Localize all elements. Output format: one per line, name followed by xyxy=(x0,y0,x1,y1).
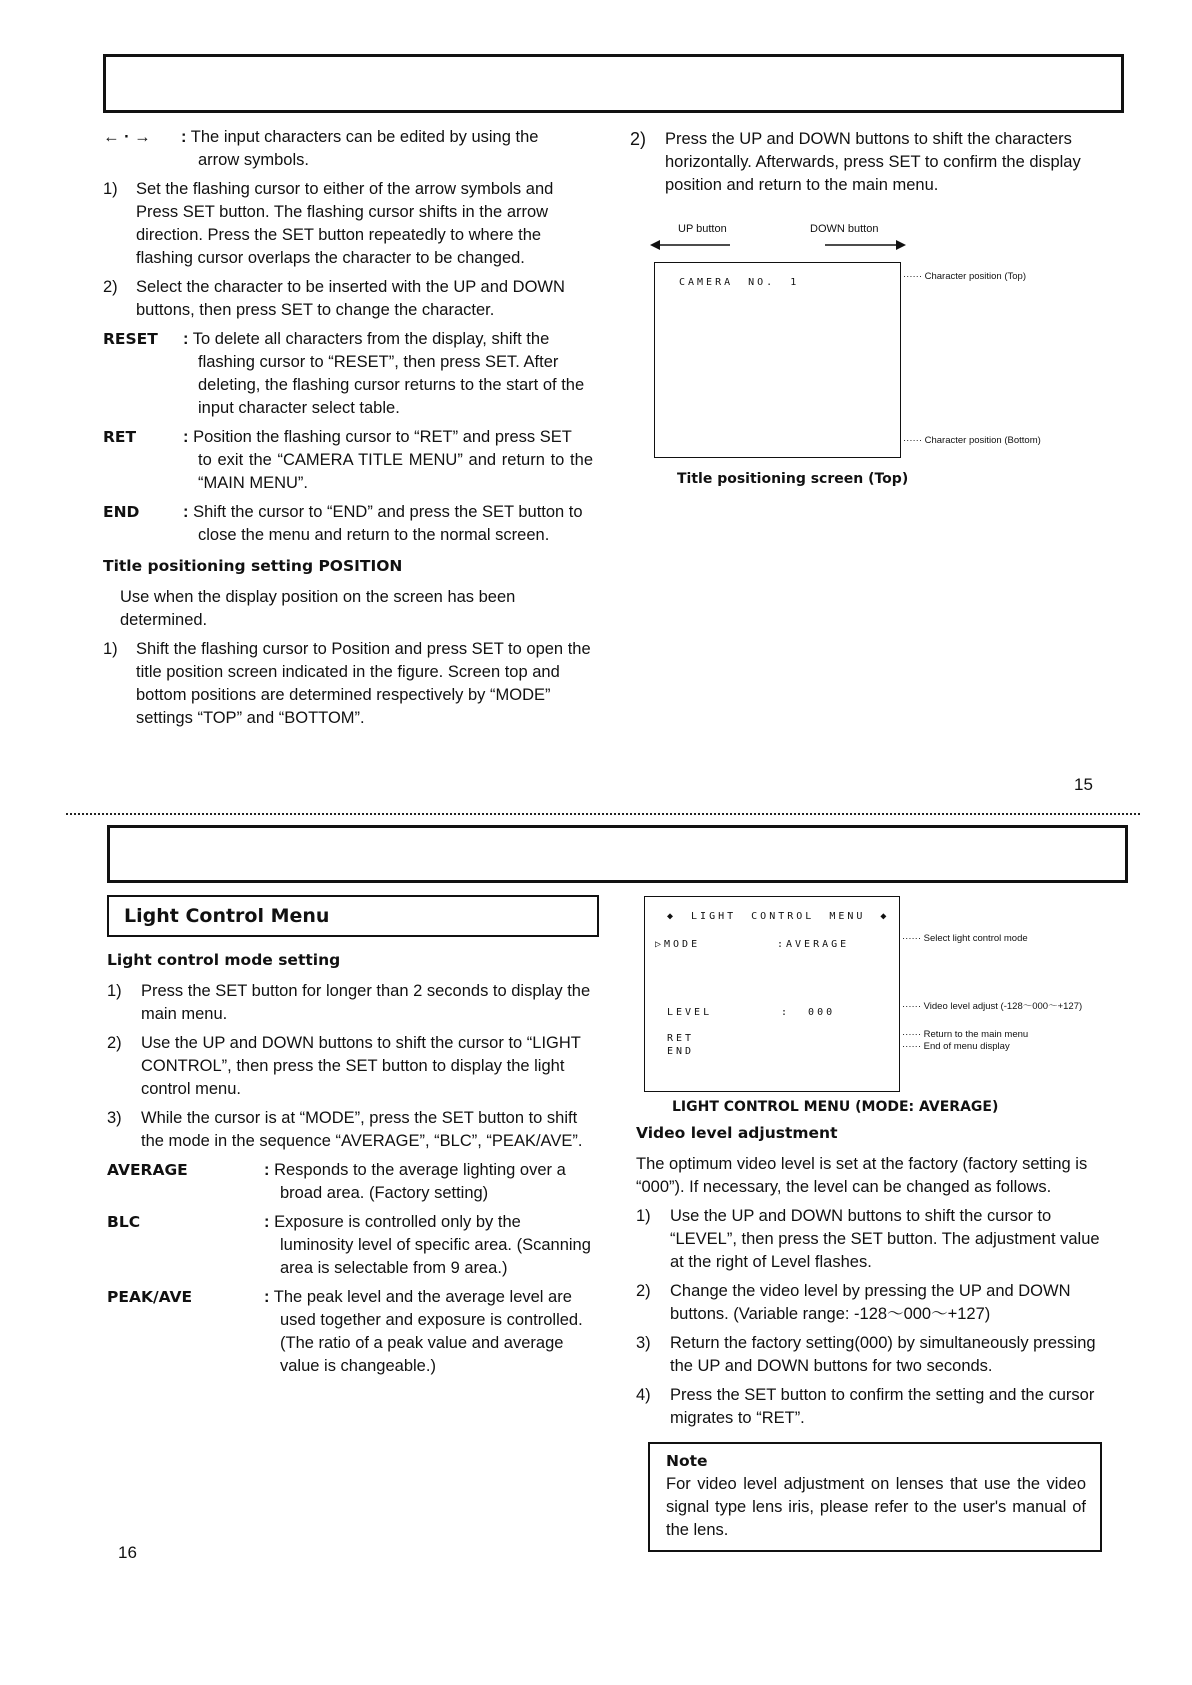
leader-dots: ······ xyxy=(902,1029,921,1040)
section-title: Light Control Menu xyxy=(124,905,330,927)
figure-caption-title-positioning: Title positioning screen (Top) xyxy=(677,471,909,487)
step-text: Press the UP and DOWN buttons to shift the characters horizontally. Afterwards, press SET to confirm the display position and return to the main menu. xyxy=(665,130,1081,194)
video-step-4 xyxy=(636,1384,1114,1430)
menu-row-ret: RET xyxy=(667,1033,695,1044)
mode-colon: : xyxy=(264,1161,270,1179)
mode-average xyxy=(107,1159,599,1205)
page16-right-column xyxy=(636,1122,1114,1436)
step-text: While the cursor is at “MODE”, press the SET button to shift the mode in the sequence “AVERAGE”, “BLC”, “PEAK/AVE”. xyxy=(141,1109,583,1150)
term-colon: : xyxy=(183,428,189,446)
page-divider xyxy=(66,813,1140,815)
step-number: 3) xyxy=(636,1334,651,1352)
step-text: Return the factory setting(000) by simultaneously pressing the UP and DOWN buttons for two seconds. xyxy=(670,1334,1096,1375)
leader-dots: ······ xyxy=(902,933,921,944)
step-number: 2) xyxy=(107,1034,122,1052)
right-arrowhead-icon xyxy=(896,240,906,250)
menu-level-value: : 000 xyxy=(781,1007,836,1018)
video-level-heading: Video level adjustment xyxy=(636,1124,838,1142)
page15-left-column xyxy=(103,126,593,736)
top-position-note xyxy=(903,271,1026,283)
video-step-2 xyxy=(636,1280,1114,1326)
leader-dots: ······ xyxy=(903,435,922,446)
menu-row-end: END xyxy=(667,1046,695,1057)
arrow-step-1 xyxy=(103,178,593,270)
position-intro: Use when the display position on the screen has been determined. xyxy=(120,588,516,629)
mode-first-line: The peak level and the average level are xyxy=(273,1288,572,1306)
arrow-step-2 xyxy=(103,276,593,322)
page-number-16: 16 xyxy=(118,1543,137,1562)
mode-colon: : xyxy=(264,1288,270,1306)
step-number: 2) xyxy=(103,278,118,296)
term-rest: to exit the “CAMERA TITLE MENU” and return to the “MAIN MENU”. xyxy=(198,451,593,492)
step-number: 1) xyxy=(636,1207,651,1225)
bottom-position-note-text: Character position (Bottom) xyxy=(924,435,1041,446)
step-text: Press the SET button for longer than 2 seconds to display the main menu. xyxy=(141,982,591,1023)
mode-label: PEAK/AVE xyxy=(107,1288,193,1306)
note-video-level xyxy=(902,1001,1082,1013)
step-number: 1) xyxy=(103,180,118,198)
term-first-line: Shift the cursor to “END” and press the SET button to xyxy=(193,503,583,521)
mode-label: AVERAGE xyxy=(107,1161,188,1179)
note-box xyxy=(648,1442,1102,1552)
arrow-symbols-definition xyxy=(103,126,593,172)
note-select-mode xyxy=(902,933,1028,945)
arrow-symbols-colon: : xyxy=(181,128,187,146)
page-number-15: 15 xyxy=(1074,775,1093,794)
camera-title-text: CAMERA NO. 1 xyxy=(679,277,800,288)
mode-label: BLC xyxy=(107,1213,141,1231)
term-label: END xyxy=(103,503,140,521)
step-number: 3) xyxy=(107,1109,122,1127)
leader-dots: ······ xyxy=(902,1001,921,1012)
page15-right-column xyxy=(630,128,1100,203)
right-step-2 xyxy=(630,128,1100,197)
section-title-box xyxy=(107,895,599,937)
term-rest: close the menu and return to the normal screen. xyxy=(198,526,550,544)
step-text: Use the UP and DOWN buttons to shift the cursor to “LEVEL”, then press the SET button. The adjustment value at the right of Level flashes. xyxy=(670,1207,1100,1271)
menu-row-mode: ▷MODE xyxy=(655,939,701,950)
menu-title: ◆ LIGHT CONTROL MENU ◆ xyxy=(667,911,890,922)
arrow-indicators xyxy=(650,237,912,253)
light-step-3 xyxy=(107,1107,599,1153)
term-colon: : xyxy=(183,330,189,348)
step-number: 1) xyxy=(107,982,122,1000)
mode-colon: : xyxy=(264,1213,270,1231)
title-position-screen xyxy=(654,262,901,458)
step-number: 1) xyxy=(103,640,118,658)
menu-row-level: LEVEL xyxy=(667,1007,713,1018)
step-text: Set the flashing cursor to either of the arrow symbols and Press SET button. The flashing cursor shifts in the arrow direction. Press the SET button repeatedly to where the flashing cursor overlaps the character to be changed. xyxy=(136,180,554,267)
page16-left-column xyxy=(107,895,599,1384)
up-button-label: UP button xyxy=(678,223,727,235)
step-text: Change the video level by pressing the UP and DOWN buttons. (Variable range: -128～000～+127) xyxy=(670,1282,1071,1323)
top-position-note-text: Character position (Top) xyxy=(924,271,1027,282)
note-end-menu-text: End of menu display xyxy=(923,1041,1010,1052)
step-number: 2) xyxy=(630,129,647,149)
term-end xyxy=(103,501,593,547)
video-step-3 xyxy=(636,1332,1114,1378)
position-step-1 xyxy=(103,638,593,730)
arrow-symbols-text-1: The input characters can be edited by using the xyxy=(190,128,539,146)
step-text: Shift the flashing cursor to Position and press SET to open the title position screen indicated in the figure. Screen top and bottom positions are determined respectively by “MODE” settings “TOP” and “BOTTOM”. xyxy=(136,640,591,727)
term-label: RET xyxy=(103,428,137,446)
note-select-mode-text: Select light control mode xyxy=(923,933,1028,944)
arrow-symbols-text-2: arrow symbols. xyxy=(198,151,309,169)
term-reset xyxy=(103,328,593,420)
term-colon: : xyxy=(183,503,189,521)
note-title: Note xyxy=(666,1452,708,1470)
note-return-main xyxy=(902,1029,1028,1041)
down-button-label: DOWN button xyxy=(810,223,879,235)
term-rest: flashing cursor to “RESET”, then press SET. After deleting, the flashing cursor returns to the start of the input character select table. xyxy=(198,353,585,417)
mode-rest: luminosity level of specific area. (Scanning area is selectable from 9 area.) xyxy=(280,1236,591,1277)
note-text: For video level adjustment on lenses that use the video signal type lens iris, please refer to the user's manual of the lens. xyxy=(666,1475,1086,1539)
term-first-line: To delete all characters from the display, shift the xyxy=(192,330,550,348)
term-label: RESET xyxy=(103,330,158,348)
figure-caption-light-menu: LIGHT CONTROL MENU (MODE: AVERAGE) xyxy=(672,1099,999,1115)
left-arrowhead-icon xyxy=(650,240,660,250)
mode-rest: broad area. (Factory setting) xyxy=(280,1184,489,1202)
step-text: Select the character to be inserted with the UP and DOWN buttons, then press SET to change the character. xyxy=(136,278,565,319)
arrow-symbols-term: ← · → xyxy=(103,128,151,146)
term-ret xyxy=(103,426,593,495)
page15-header-box xyxy=(103,54,1124,113)
menu-mode-value: :AVERAGE xyxy=(777,939,850,950)
term-first-line: Position the flashing cursor to “RET” and press SET xyxy=(193,428,572,446)
note-end-menu xyxy=(902,1041,1010,1053)
leader-dots: ······ xyxy=(902,1041,921,1052)
step-number: 4) xyxy=(636,1386,651,1404)
step-number: 2) xyxy=(636,1282,651,1300)
mode-first-line: Responds to the average lighting over a xyxy=(274,1161,566,1179)
light-control-menu-screen xyxy=(644,896,900,1092)
video-step-1 xyxy=(636,1205,1114,1274)
light-step-1 xyxy=(107,980,599,1026)
position-heading: Title positioning setting POSITION xyxy=(103,557,403,575)
note-video-level-text: Video level adjust (-128～000～+127) xyxy=(923,1001,1083,1012)
mode-peak-ave xyxy=(107,1286,599,1378)
mode-blc xyxy=(107,1211,599,1280)
note-return-main-text: Return to the main menu xyxy=(923,1029,1029,1040)
page16-header-box xyxy=(107,825,1128,883)
mode-setting-heading: Light control mode setting xyxy=(107,951,341,969)
light-step-2 xyxy=(107,1032,599,1101)
bottom-position-note xyxy=(903,435,1041,447)
step-text: Use the UP and DOWN buttons to shift the cursor to “LIGHT CONTROL”, then press the SET button to display the light control menu. xyxy=(141,1034,581,1098)
mode-first-line: Exposure is controlled only by the xyxy=(274,1213,521,1231)
step-text: Press the SET button to confirm the setting and the cursor migrates to “RET”. xyxy=(670,1386,1095,1427)
video-level-intro: The optimum video level is set at the factory (factory setting is “000”). If necessary, the level can be changed as follows. xyxy=(636,1155,1088,1196)
leader-dots: ······ xyxy=(903,271,922,282)
mode-rest: used together and exposure is controlled. (The ratio of a peak value and average value is changeable.) xyxy=(280,1311,583,1375)
